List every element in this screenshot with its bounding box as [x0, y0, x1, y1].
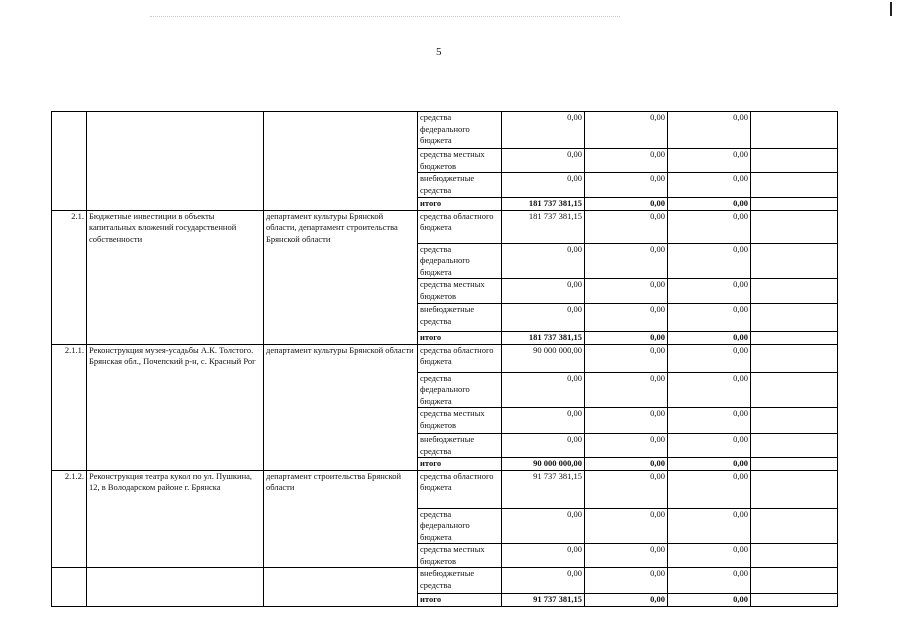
- amount-year-2: 0,00: [585, 149, 668, 173]
- item-executor: департамент строительства Брянской области: [264, 470, 418, 568]
- amount-year-2: 0,00: [585, 243, 668, 279]
- empty-cell: [751, 594, 838, 607]
- amount-year-3: 0,00: [668, 198, 751, 211]
- item-executor: департамент культуры Брянской области, департамент строительства Брянской области: [264, 210, 418, 344]
- amount-year-1: 181 737 381,15: [502, 332, 585, 345]
- item-name: Реконструкция театра кукол по ул. Пушкина, 12, в Володарском районе г. Брянска: [87, 470, 264, 568]
- amount-year-2: 0,00: [585, 332, 668, 345]
- source-row: [52, 470, 838, 508]
- funding-source: средства областного бюджета: [418, 344, 502, 372]
- amount-year-3: 0,00: [668, 149, 751, 173]
- empty-cell: [751, 544, 838, 568]
- funding-source: итого: [418, 198, 502, 211]
- empty-cell: [751, 470, 838, 508]
- amount-year-1: 91 737 381,15: [502, 470, 585, 508]
- amount-year-2: 0,00: [585, 544, 668, 568]
- source-row: [52, 210, 838, 243]
- amount-year-3: 0,00: [668, 568, 751, 594]
- amount-year-3: 0,00: [668, 372, 751, 408]
- empty-cell: [751, 149, 838, 173]
- empty-cell: [751, 458, 838, 471]
- amount-year-2: 0,00: [585, 470, 668, 508]
- source-row: [52, 344, 838, 372]
- funding-source: средства местных бюджетов: [418, 544, 502, 568]
- item-name: [87, 112, 264, 211]
- amount-year-1: 0,00: [502, 508, 585, 544]
- funding-source: средства федерального бюджета: [418, 372, 502, 408]
- item-number: 2.1.2.: [52, 470, 87, 568]
- amount-year-2: 0,00: [585, 198, 668, 211]
- amount-year-3: 0,00: [668, 304, 751, 332]
- empty-cell: [751, 434, 838, 458]
- funding-source: средства федерального бюджета: [418, 243, 502, 279]
- empty-cell: [751, 198, 838, 211]
- amount-year-1: 91 737 381,15: [502, 594, 585, 607]
- empty-cell: [751, 210, 838, 243]
- funding-source: средства федерального бюджета: [418, 508, 502, 544]
- amount-year-3: 0,00: [668, 173, 751, 198]
- source-row: [52, 568, 838, 594]
- item-executor: [264, 568, 418, 607]
- amount-year-3: 0,00: [668, 210, 751, 243]
- amount-year-1: 0,00: [502, 568, 585, 594]
- corner-mark: [890, 2, 892, 16]
- item-number: [52, 568, 87, 607]
- amount-year-3: 0,00: [668, 408, 751, 434]
- empty-cell: [751, 508, 838, 544]
- amount-year-2: 0,00: [585, 434, 668, 458]
- empty-cell: [751, 173, 838, 198]
- empty-cell: [751, 112, 838, 149]
- budget-table: [51, 111, 838, 607]
- funding-source: внебюджетные средства: [418, 434, 502, 458]
- amount-year-1: 0,00: [502, 173, 585, 198]
- amount-year-3: 0,00: [668, 544, 751, 568]
- amount-year-1: 0,00: [502, 279, 585, 304]
- funding-source: внебюджетные средства: [418, 568, 502, 594]
- amount-year-1: 181 737 381,15: [502, 198, 585, 211]
- amount-year-2: 0,00: [585, 568, 668, 594]
- amount-year-2: 0,00: [585, 408, 668, 434]
- amount-year-2: 0,00: [585, 173, 668, 198]
- funding-source: итого: [418, 594, 502, 607]
- scan-noise: [150, 16, 620, 19]
- item-executor: [264, 112, 418, 211]
- funding-source: средства областного бюджета: [418, 210, 502, 243]
- amount-year-1: 0,00: [502, 544, 585, 568]
- funding-source: средства федерального бюджета: [418, 112, 502, 149]
- empty-cell: [751, 372, 838, 408]
- funding-source: средства областного бюджета: [418, 470, 502, 508]
- amount-year-2: 0,00: [585, 372, 668, 408]
- amount-year-1: 90 000 000,00: [502, 344, 585, 372]
- amount-year-1: 0,00: [502, 149, 585, 173]
- amount-year-2: 0,00: [585, 458, 668, 471]
- amount-year-3: 0,00: [668, 344, 751, 372]
- amount-year-3: 0,00: [668, 594, 751, 607]
- amount-year-2: 0,00: [585, 344, 668, 372]
- item-name: [87, 568, 264, 607]
- amount-year-3: 0,00: [668, 243, 751, 279]
- funding-source: итого: [418, 458, 502, 471]
- funding-source: средства местных бюджетов: [418, 408, 502, 434]
- amount-year-2: 0,00: [585, 210, 668, 243]
- empty-cell: [751, 279, 838, 304]
- amount-year-1: 0,00: [502, 243, 585, 279]
- item-name: Реконструкция музея-усадьбы А.К. Толстого. Брянская обл., Почепский р-н, с. Красный Рог: [87, 344, 264, 470]
- page-number: 5: [436, 46, 442, 58]
- amount-year-2: 0,00: [585, 304, 668, 332]
- item-executor: департамент культуры Брянской области: [264, 344, 418, 470]
- amount-year-3: 0,00: [668, 332, 751, 345]
- item-number: 2.1.1.: [52, 344, 87, 470]
- amount-year-2: 0,00: [585, 508, 668, 544]
- funding-source: внебюджетные средства: [418, 173, 502, 198]
- source-row: [52, 112, 838, 149]
- amount-year-1: 90 000 000,00: [502, 458, 585, 471]
- item-number: [52, 112, 87, 211]
- amount-year-3: 0,00: [668, 112, 751, 149]
- amount-year-3: 0,00: [668, 458, 751, 471]
- amount-year-1: 0,00: [502, 372, 585, 408]
- budget-table-body: [52, 112, 838, 607]
- empty-cell: [751, 332, 838, 345]
- amount-year-3: 0,00: [668, 508, 751, 544]
- item-name: Бюджетные инвестиции в объекты капитальных вложений государственной собственности: [87, 210, 264, 344]
- empty-cell: [751, 408, 838, 434]
- item-number: 2.1.: [52, 210, 87, 344]
- amount-year-1: 0,00: [502, 304, 585, 332]
- amount-year-2: 0,00: [585, 279, 668, 304]
- amount-year-1: 181 737 381,15: [502, 210, 585, 243]
- amount-year-3: 0,00: [668, 434, 751, 458]
- funding-source: средства местных бюджетов: [418, 279, 502, 304]
- amount-year-2: 0,00: [585, 112, 668, 149]
- funding-source: средства местных бюджетов: [418, 149, 502, 173]
- funding-source: итого: [418, 332, 502, 345]
- empty-cell: [751, 304, 838, 332]
- amount-year-2: 0,00: [585, 594, 668, 607]
- empty-cell: [751, 243, 838, 279]
- amount-year-1: 0,00: [502, 434, 585, 458]
- empty-cell: [751, 344, 838, 372]
- amount-year-3: 0,00: [668, 279, 751, 304]
- amount-year-1: 0,00: [502, 408, 585, 434]
- empty-cell: [751, 568, 838, 594]
- amount-year-1: 0,00: [502, 112, 585, 149]
- funding-source: внебюджетные средства: [418, 304, 502, 332]
- amount-year-3: 0,00: [668, 470, 751, 508]
